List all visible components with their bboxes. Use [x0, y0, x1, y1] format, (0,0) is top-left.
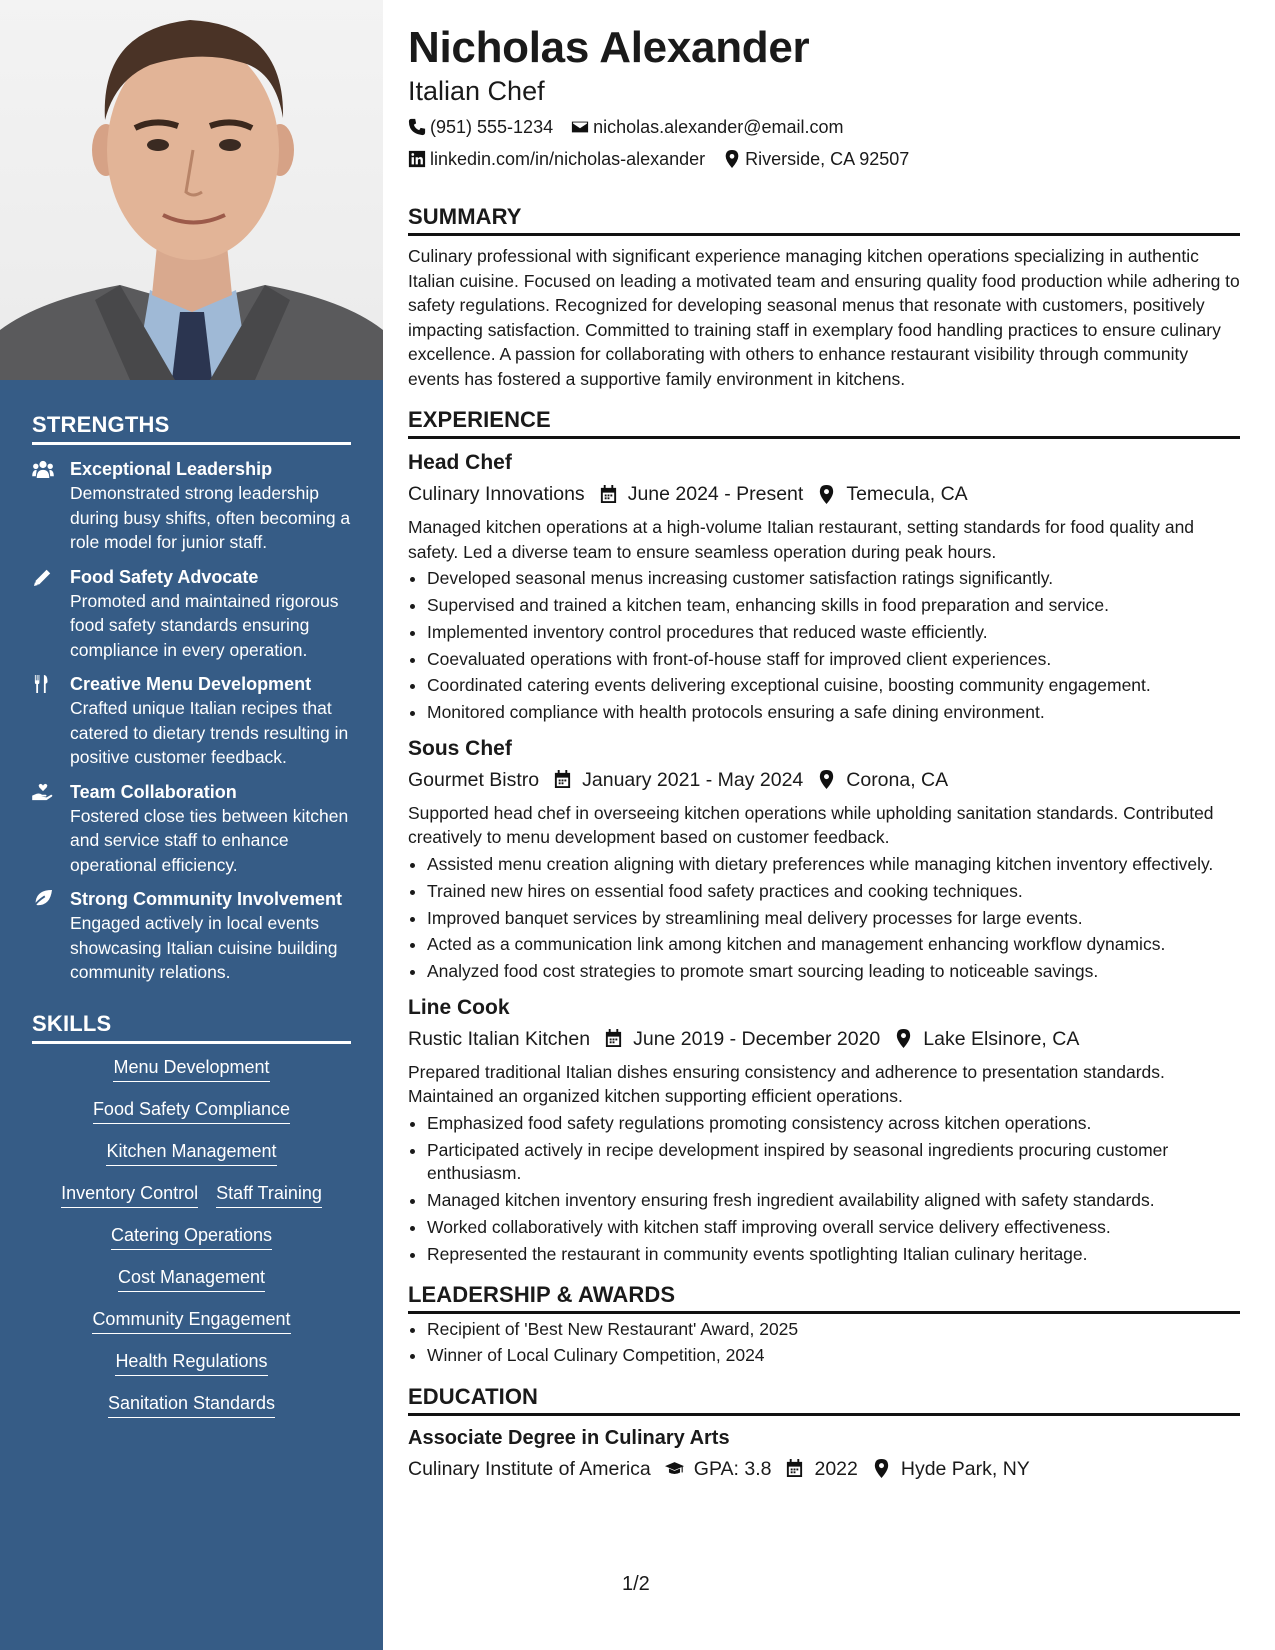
- job-description: Prepared traditional Italian dishes ensuring consistency and adherence to presentation standards. Maintained an organized kitchen supporting efficient operations.: [408, 1061, 1165, 1107]
- bullet-item: • Coevaluated operations with front-of-house staff for improved client experiences.: [427, 648, 1240, 672]
- calendar-icon: [604, 1029, 623, 1048]
- summary-heading: SUMMARY: [408, 204, 1240, 236]
- summary-text: Culinary professional with significant experience managing kitchen operations specializing in authentic Italian cuisine. Focused on leading a motivated team and ensuring quality food production while adhering to safety regulations. Recognized for developing seasonal menus that resonate with customers, positively impacting satisfaction. Committed to training staff in exemplary food handling practices to ensure culinary excellence. A passion for collaborating with others to enhance restaurant visibility through community events has fostered a supportive family environment in kitchens.: [408, 246, 1240, 389]
- job-dates: June 2024 - Present: [627, 483, 804, 505]
- job-role: Head Chef: [408, 451, 512, 474]
- page-number: 1/2: [622, 1573, 650, 1595]
- map-pin-icon: [872, 1459, 891, 1478]
- contact-row: [408, 112, 1240, 142]
- job-meta: [408, 479, 1240, 509]
- job-description: Managed kitchen operations at a high-volume Italian restaurant, setting standards for food quality and safety. Led a diverse team to ensure seamless operation during peak hours.: [408, 517, 1195, 562]
- strength-title: Strong Community Involvement: [70, 889, 343, 909]
- bullet-item: • Monitored compliance with health protocols ensuring a safe dining environment.: [427, 701, 1240, 725]
- strengths-heading: STRENGTHS: [32, 412, 351, 445]
- calendar-icon: [553, 770, 572, 789]
- map-pin-icon: [817, 770, 836, 789]
- strength-desc: Promoted and maintained rigorous food safety standards ensuring compliance in every operation.: [70, 590, 339, 660]
- graduation-cap-icon: [665, 1459, 684, 1478]
- sidebar-content: [32, 412, 351, 1432]
- skill-tag: Menu Development: [113, 1054, 269, 1082]
- education-heading: EDUCATION: [408, 1384, 1240, 1416]
- map-pin-icon: [723, 150, 741, 168]
- job-bullets: [408, 567, 1240, 724]
- bullet-item: • Managed kitchen inventory ensuring fresh ingredient availability aligned with safety standards.: [427, 1189, 1240, 1213]
- phone-text: (951) 555-1234: [430, 117, 554, 137]
- bullet-item: • Trained new hires on essential food safety practices and cooking techniques.: [427, 880, 1240, 904]
- degree: Associate Degree in Culinary Arts: [408, 1426, 730, 1449]
- job-role: Sous Chef: [408, 736, 512, 760]
- bullet-item: • Emphasized food safety regulations promoting consistency across kitchen operations.: [427, 1112, 1240, 1136]
- skill-tag: Catering Operations: [111, 1222, 272, 1250]
- award-item: • Winner of Local Culinary Competition, 2024: [427, 1344, 1240, 1368]
- job-location: Lake Elsinore, CA: [923, 1027, 1080, 1050]
- strength-title: Team Collaboration: [70, 781, 237, 802]
- calendar-icon: [785, 1459, 804, 1478]
- bullet-item: • Acted as a communication link among kitchen and management enhancing workflow dynamics.: [427, 933, 1240, 957]
- job-title: Italian Chef: [408, 76, 545, 106]
- awards-heading: LEADERSHIP & AWARDS: [408, 1282, 1240, 1314]
- candidate-name: Nicholas Alexander: [408, 23, 810, 72]
- contact-row: [408, 144, 1240, 174]
- skills-list: [32, 1054, 351, 1418]
- pencil-icon: [32, 565, 70, 663]
- contact-email[interactable]: [571, 112, 843, 142]
- award-item: • Recipient of 'Best New Restaurant' Award, 2025: [427, 1318, 1240, 1342]
- bullet-item: • Participated actively in recipe development inspired by seasonal ingredients procuring customer enthusiasm.: [427, 1139, 1240, 1186]
- skill-tag: Cost Management: [118, 1264, 265, 1292]
- strength-title: Creative Menu Development: [70, 674, 312, 694]
- bullet-item: • Developed seasonal menus increasing customer satisfaction ratings significantly.: [427, 567, 1240, 591]
- envelope-icon: [571, 118, 589, 136]
- job-entry: [408, 735, 1240, 984]
- bullet-item: • Improved banquet services by streamlining meal delivery processes for large events.: [427, 907, 1240, 931]
- bullet-item: • Coordinated catering events delivering exceptional cuisine, boosting community engagement.: [427, 674, 1240, 698]
- job-entry: [408, 449, 1240, 725]
- skill-tag: Health Regulations: [115, 1348, 267, 1376]
- job-meta: [408, 1024, 1240, 1054]
- strength-desc: Engaged actively in local events showcasing Italian cuisine building community relations.: [70, 913, 338, 982]
- contact-linkedin[interactable]: [408, 144, 705, 174]
- education-meta: [408, 1454, 1240, 1484]
- calendar-icon: [599, 485, 618, 504]
- bullet-item: • Implemented inventory control procedures that reduced waste efficiently.: [427, 621, 1240, 645]
- school-location: Hyde Park, NY: [900, 1457, 1030, 1480]
- skill-tag: Community Engagement: [92, 1306, 290, 1334]
- main-content: [408, 22, 1240, 1484]
- map-pin-icon: [894, 1029, 913, 1048]
- strength-item: [32, 672, 351, 770]
- contact-location: [723, 144, 909, 174]
- job-dates: January 2021 - May 2024: [582, 768, 804, 791]
- job-dates: June 2019 - December 2020: [633, 1027, 881, 1050]
- awards-list: [408, 1318, 1240, 1368]
- bullet-item: • Analyzed food cost strategies to promote smart sourcing leading to noticeable savings.: [427, 960, 1240, 984]
- bullet-item: • Supervised and trained a kitchen team, enhancing skills in food preparation and service.: [427, 594, 1240, 618]
- utensils-icon: [32, 672, 70, 770]
- experience-heading: EXPERIENCE: [408, 407, 1240, 439]
- job-location: Corona, CA: [846, 768, 949, 791]
- strength-item: [32, 565, 351, 663]
- contact-phone[interactable]: [408, 112, 553, 142]
- skill-tag: Staff Training: [216, 1180, 322, 1208]
- job-location: Temecula, CA: [846, 483, 968, 505]
- location-text: Riverside, CA 92507: [745, 149, 910, 169]
- skills-heading: SKILLS: [32, 1011, 351, 1044]
- leaf-icon: [32, 887, 70, 985]
- gpa: GPA: 3.8: [693, 1457, 772, 1480]
- bullet-item: • Assisted menu creation aligning with dietary preferences while managing kitchen inventory effectively.: [427, 853, 1240, 877]
- job-company: Culinary Innovations: [408, 483, 585, 505]
- profile-photo: [0, 0, 383, 380]
- email-text: nicholas.alexander@email.com: [593, 117, 844, 137]
- skill-tag: Food Safety Compliance: [93, 1096, 290, 1124]
- linkedin-text: linkedin.com/in/nicholas-alexander: [430, 149, 706, 169]
- strength-desc: Fostered close ties between kitchen and service staff to enhance operational efficiency.: [70, 805, 349, 875]
- strength-title: Food Safety Advocate: [70, 566, 259, 587]
- school: Culinary Institute of America: [408, 1457, 651, 1480]
- job-bullets: [408, 853, 1240, 984]
- job-meta: [408, 765, 1240, 795]
- strength-item: [32, 780, 351, 878]
- linkedin-icon: [408, 150, 426, 168]
- skill-tag: Inventory Control: [61, 1180, 198, 1208]
- graduation-year: 2022: [814, 1457, 858, 1480]
- hand-holding-heart-icon: [32, 780, 70, 878]
- users-icon: [32, 457, 70, 555]
- strength-item: [32, 457, 351, 555]
- strength-item: [32, 887, 351, 985]
- strength-desc: Demonstrated strong leadership during busy shifts, often becoming a role model for junior staff.: [70, 483, 351, 552]
- bullet-item: • Worked collaboratively with kitchen staff improving overall service delivery effectiveness.: [427, 1216, 1240, 1240]
- job-role: Line Cook: [408, 995, 510, 1019]
- strength-desc: Crafted unique Italian recipes that catered to dietary trends resulting in positive customer feedback.: [70, 698, 349, 767]
- job-description: Supported head chef in overseeing kitchen operations while upholding sanitation standards. Contributed creatively to menu development based on customer feedback.: [408, 802, 1214, 848]
- skill-tag: Kitchen Management: [106, 1138, 276, 1166]
- bullet-item: • Represented the restaurant in community events spotlighting Italian culinary heritage.: [427, 1243, 1240, 1267]
- job-entry: [408, 994, 1240, 1266]
- sidebar: [0, 0, 383, 1650]
- job-bullets: [408, 1112, 1240, 1266]
- map-pin-icon: [817, 485, 836, 504]
- skill-tag: Sanitation Standards: [108, 1390, 275, 1418]
- job-company: Gourmet Bistro: [408, 768, 540, 791]
- job-company: Rustic Italian Kitchen: [408, 1027, 591, 1050]
- strength-title: Exceptional Leadership: [70, 459, 273, 479]
- phone-icon: [408, 118, 426, 136]
